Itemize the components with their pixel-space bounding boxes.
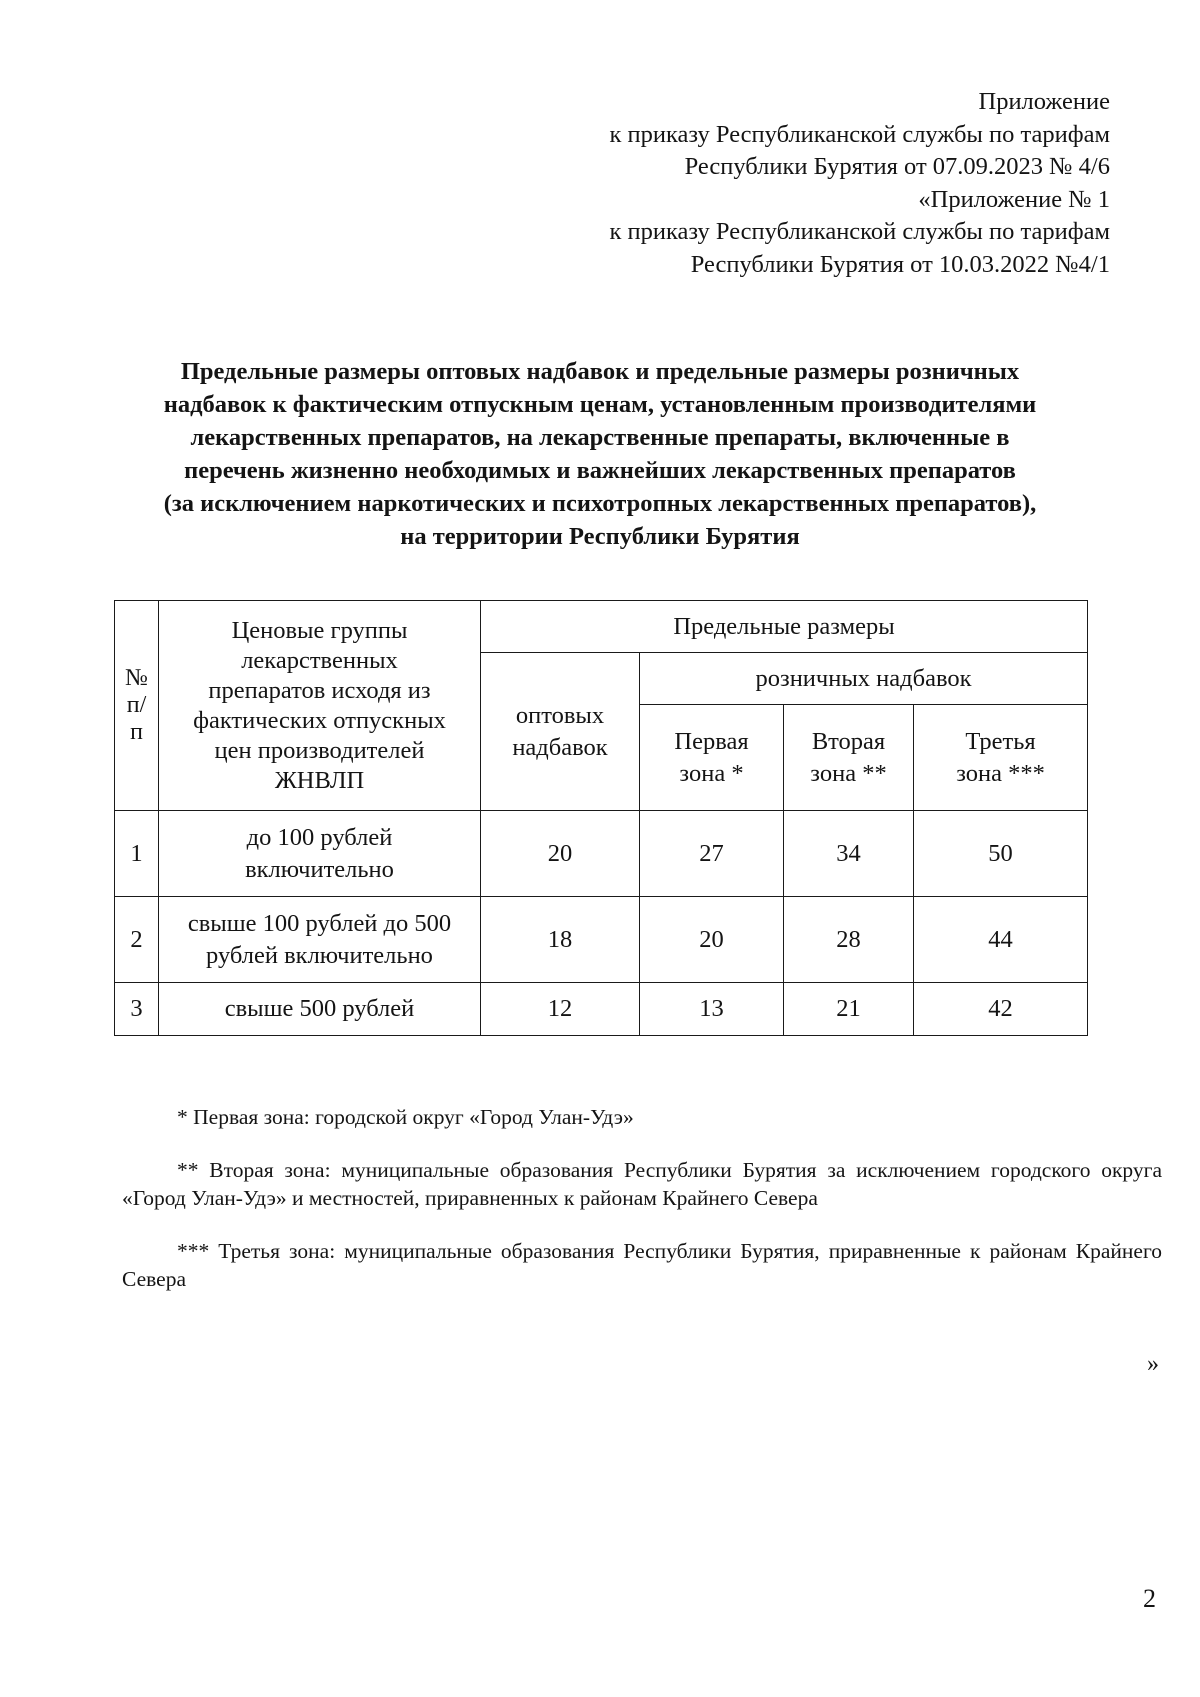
table-row <box>115 811 1088 897</box>
row-wholesale-cell: 18 <box>481 897 640 983</box>
header-line: Приложение <box>978 88 1110 115</box>
row-wholesale-cell: 12 <box>481 983 640 1036</box>
row-group-text: до 100 рублей <box>246 823 393 851</box>
header-zone3-text: Третья <box>965 727 1036 755</box>
header-zone2-cell <box>784 705 914 811</box>
header-line: Республики Бурятия от 07.09.2023 № 4/6 <box>684 153 1110 180</box>
row-group-text: свыше 100 рублей до 500 <box>187 909 452 937</box>
page-number: 2 <box>1143 1584 1156 1613</box>
footnote-zone1: * Первая зона: городской округ «Город Улан-Удэ» <box>177 1105 634 1129</box>
row-zone3-cell: 50 <box>914 811 1088 897</box>
header-limits-cell: Предельные размеры <box>481 601 1088 653</box>
title-line: надбавок к фактическим отпускным ценам, установленным производителями <box>163 391 1037 418</box>
header-line: «Приложение № 1 <box>918 185 1110 213</box>
closing-quote: » <box>1147 1351 1159 1377</box>
row-zone1-cell: 20 <box>640 897 784 983</box>
document-title <box>100 355 1100 553</box>
table-row <box>115 897 1088 983</box>
header-group-text: фактических отпускных <box>193 706 446 734</box>
header-zone1-text: Первая <box>674 727 749 755</box>
row-wholesale-cell: 20 <box>481 811 640 897</box>
header-line: к приказу Республиканской службы по тарифам <box>609 218 1110 245</box>
row-group-text: рублей включительно <box>206 941 433 969</box>
row-zone2-cell: 28 <box>784 897 914 983</box>
title-line: лекарственных препаратов, на лекарственные препараты, включенные в <box>190 424 1010 451</box>
header-group-text: препаратов исходя из <box>208 676 431 704</box>
header-group-text: ЖНВЛП <box>274 766 365 794</box>
markup-table <box>114 600 1088 1036</box>
row-group-text: свыше 500 рублей <box>224 995 415 1022</box>
row-zone1-cell: 13 <box>640 983 784 1036</box>
row-group-cell <box>159 811 481 897</box>
header-group-text: лекарственных <box>241 646 398 674</box>
footnote-zone3: *** Третья зона: муниципальные образования Республики Бурятия, приравненные к районам Крайнего Севера <box>122 1239 1162 1291</box>
title-line: на территории Республики Бурятия <box>400 523 800 550</box>
row-zone2-cell: 21 <box>784 983 914 1036</box>
header-zone1-cell <box>640 705 784 811</box>
header-zone2-text: зона ** <box>810 759 887 787</box>
header-num-cell <box>115 601 159 811</box>
title-line: (за исключением наркотических и психотропных лекарственных препаратов), <box>163 490 1037 517</box>
title-line: перечень жизненно необходимых и важнейших лекарственных препаратов <box>184 457 1016 484</box>
header-group-text: Ценовые группы <box>231 616 408 644</box>
header-line: к приказу Республиканской службы по тарифам <box>609 120 1110 148</box>
row-group-cell <box>159 983 481 1036</box>
header-block <box>390 86 1110 281</box>
row-zone1-cell: 27 <box>640 811 784 897</box>
header-num-text: № <box>125 665 148 691</box>
row-zone3-cell: 44 <box>914 897 1088 983</box>
header-line: Республики Бурятия от 10.03.2022 №4/1 <box>690 250 1110 278</box>
row-num-cell: 3 <box>115 983 159 1036</box>
header-num-text: п/ <box>126 692 147 718</box>
row-num-cell: 1 <box>115 811 159 897</box>
header-zone3-text: зона *** <box>956 759 1045 787</box>
header-wholesale-text: надбавок <box>512 733 608 761</box>
header-zone2-text: Вторая <box>811 727 886 755</box>
footnotes <box>122 1103 1162 1318</box>
header-retail-cell: розничных надбавок <box>640 653 1088 705</box>
header-zone3-cell <box>914 705 1088 811</box>
row-zone2-cell: 34 <box>784 811 914 897</box>
footnote-zone2: ** Вторая зона: муниципальные образования Республики Бурятия за исключением городского округа «Город Улан-Удэ» и местностей, приравненных к районам Крайнего Севера <box>122 1158 1162 1210</box>
header-num-text: п <box>130 719 143 745</box>
row-group-cell <box>159 897 481 983</box>
header-wholesale-text: оптовых <box>515 701 605 729</box>
title-line: Предельные размеры оптовых надбавок и предельные размеры розничных <box>180 358 1020 385</box>
table-row <box>115 983 1088 1036</box>
header-group-text: цен производителей <box>214 736 425 764</box>
row-num-cell: 2 <box>115 897 159 983</box>
row-zone3-cell: 42 <box>914 983 1088 1036</box>
header-zone1-text: зона * <box>679 759 744 787</box>
row-group-text: включительно <box>245 855 394 883</box>
header-price-group-cell <box>159 601 481 811</box>
header-wholesale-cell <box>481 653 640 811</box>
